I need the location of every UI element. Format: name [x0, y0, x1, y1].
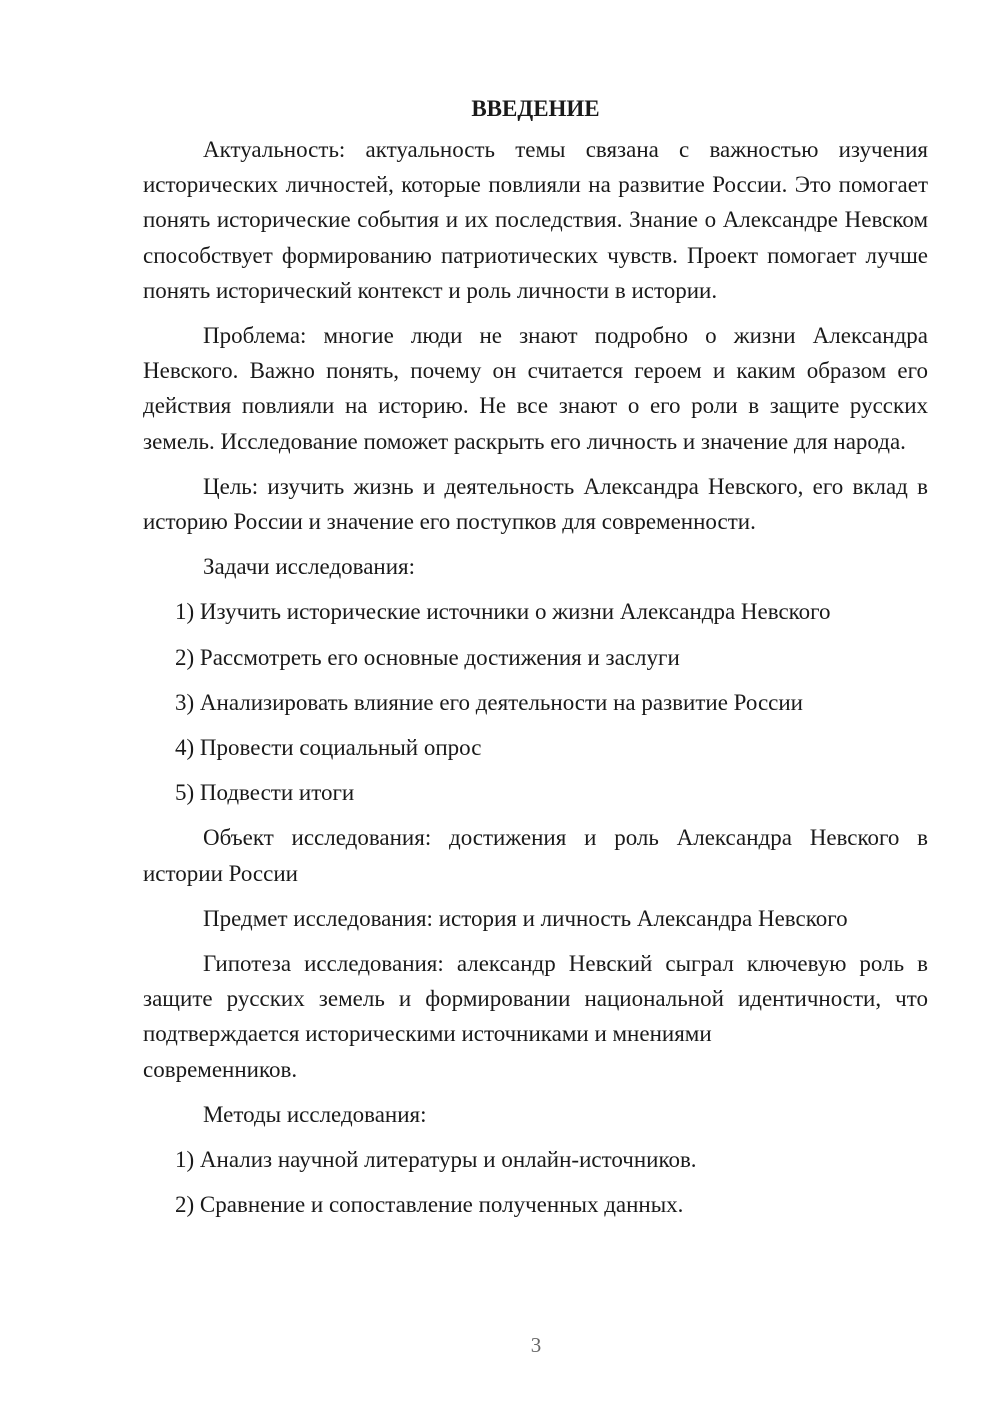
hypothesis-paragraph: Гипотеза исследования: александр Невский сыграл ключевую роль в защите русских земель и формировании национальной идентичности, что подтверждается историческими источниками и мнениями — [143, 951, 928, 1047]
object-paragraph: Объект исследования: достижения и роль Александра Невского в истории России — [143, 825, 928, 886]
task-item: 2) Рассмотреть его основные достижения и заслуги — [175, 644, 680, 670]
task-item: 4) Провести социальный опрос — [175, 735, 482, 761]
task-item: 5) Подвести итоги — [175, 780, 355, 806]
hypothesis-paragraph-end: современников. — [143, 1056, 298, 1082]
task-item: 1) Изучить исторические источники о жизни Александра Невского — [175, 599, 831, 625]
problem-paragraph: Проблема: многие люди не знают подробно о жизни Александра Невского. Важно понять, почему он считается героем и каким образом его действия повлияли на историю. Не все знают о его роли в защите русских земель. Исследование поможет раскрыть его личность и значение для народа. — [143, 323, 928, 454]
method-item: 2) Сравнение и сопоставление полученных данных. — [175, 1192, 684, 1218]
document-page — [143, 92, 928, 1232]
page-title: ВВЕДЕНИЕ — [471, 96, 600, 121]
task-item: 3) Анализировать влияние его деятельности на развитие России — [175, 689, 803, 715]
method-item: 1) Анализ научной литературы и онлайн-источников. — [175, 1147, 697, 1173]
methods-heading: Методы исследования: — [203, 1101, 427, 1127]
goal-paragraph: Цель: изучить жизнь и деятельность Александра Невского, его вклад в историю России и значение его поступков для современности. — [143, 473, 928, 535]
subject-paragraph: Предмет исследования: история и личность Александра Невского — [203, 905, 848, 931]
relevance-paragraph: Актуальность: актуальность темы связана с важностью изучения исторических личностей, которые повлияли на развитие России. Это помогает понять исторические события и их последствия. Знание о Александре Невском способствует формированию патриотических чувств. Проект помогает лучше понять исторический контекст и роль личности в истории. — [143, 137, 928, 303]
tasks-heading: Задачи исследования: — [203, 554, 416, 580]
page-number: 3 — [530, 1333, 542, 1357]
